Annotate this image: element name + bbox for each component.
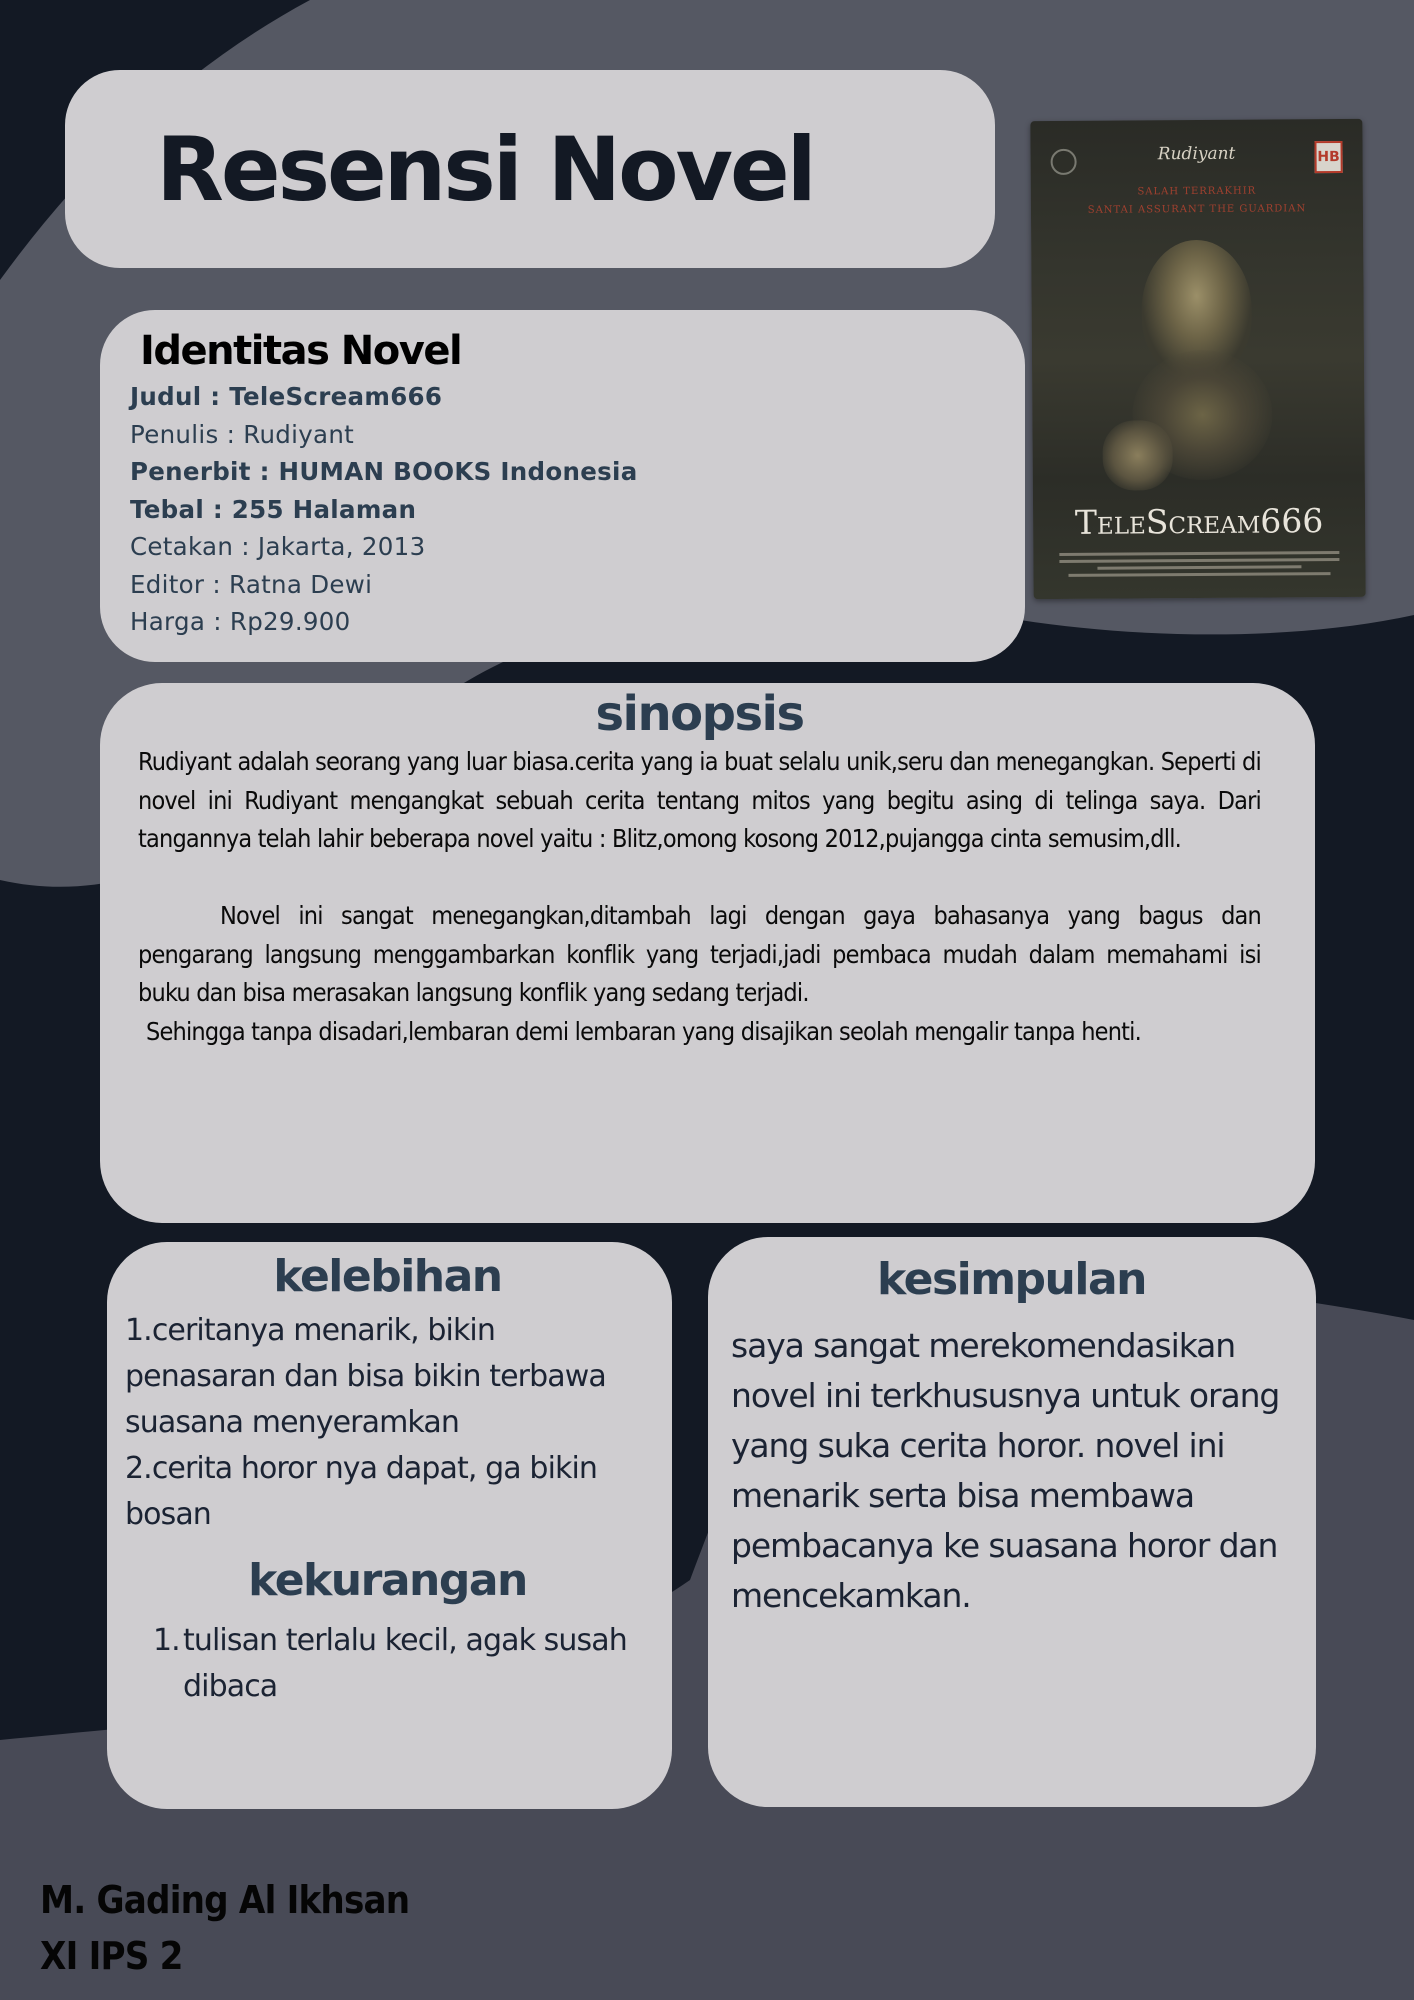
title-banner <box>65 70 995 268</box>
conclusion-body: saya sangat merekomendasikan novel ini terkhususnya untuk orang yang suka cerita horor. novel ini menarik serta bisa membawa pembacanya ke suasana horor dan mencekamkan. <box>731 1326 1280 1615</box>
identity-print-line: Cetakan : Jakarta, 2013 <box>130 532 426 561</box>
cover-author-signature: Rudiyant <box>1157 143 1236 165</box>
cover-credits <box>1053 547 1345 581</box>
identity-publisher-line: Penerbit : HUMAN BOOKS Indonesia <box>130 457 638 486</box>
strength-item: 2.cerita horor nya dapat, ga bikin bosan <box>125 1451 598 1532</box>
cover-title: TeleScream666 <box>1074 501 1324 542</box>
strengths-weaknesses-section <box>107 1242 672 1809</box>
cover-subtitle-2: SANTAI ASSURANT THE GUARDIAN <box>1087 203 1307 216</box>
synopsis-section <box>100 683 1315 1223</box>
identity-pages-line: Tebal : 255 Halaman <box>130 494 417 524</box>
cover-hand-illustration <box>1102 420 1172 490</box>
synopsis-body <box>138 743 1261 1051</box>
page-title: Resensi Novel <box>156 117 814 221</box>
synopsis-heading: sinopsis <box>595 686 804 742</box>
synopsis-paragraph: Sehingga tanpa disadari,lembaran demi lembaran yang disajikan seolah mengalir tanpa henti. <box>146 1016 1141 1046</box>
conclusion-heading: kesimpulan <box>877 1254 1146 1305</box>
strength-item: 1.ceritanya menarik, bikin penasaran dan bisa bikin terbawa suasana menyeramkan <box>125 1313 606 1440</box>
identity-heading: Identitas Novel <box>140 328 462 374</box>
identity-section <box>100 310 1025 662</box>
author-name: M. Gading Al Ikhsan <box>40 1878 410 1922</box>
strengths-heading: kelebihan <box>273 1251 502 1302</box>
synopsis-paragraph: Rudiyant adalah seorang yang luar biasa.cerita yang ia buat selalu unik,seru dan menegangkan. Seperti di novel ini Rudiyant mengangkat sebuah cerita tentang mitos yang begitu asing di telinga saya. Dari tangannya telah lahir beberapa novel yaitu : Blitz,omong kosong 2012,pujangga cinta semusim,dll. <box>138 747 1261 853</box>
publisher-logo-icon: HB <box>1314 141 1342 173</box>
weakness-text: tulisan terlalu kecil, agak susah dibaca <box>183 1623 627 1704</box>
cover-subtitle-1: SALAH TERRAKHIR <box>1137 185 1257 198</box>
author-credit <box>40 1872 409 1984</box>
weakness-item <box>125 1618 650 1710</box>
conclusion-section <box>708 1237 1316 1807</box>
author-class: XI IPS 2 <box>40 1934 183 1978</box>
identity-price-line: Harga : Rp29.900 <box>130 607 351 636</box>
synopsis-paragraph: Novel ini sangat menegangkan,ditambah lagi dengan gaya bahasanya yang bagus dan pengarang langsung menggambarkan konflik yang terjadi,jadi pembaca mudah dalam memahami isi buku dan bisa merasakan langsung konflik yang sedang terjadi. <box>138 901 1261 1007</box>
weaknesses-heading: kekurangan <box>248 1555 527 1606</box>
book-cover-image <box>1030 119 1365 599</box>
strengths-list <box>125 1308 650 1538</box>
weakness-number: 1. <box>153 1623 180 1658</box>
identity-editor-line: Editor : Ratna Dewi <box>130 569 373 599</box>
identity-author-line: Penulis : Rudiyant <box>130 419 355 449</box>
identity-title-line: Judul : TeleScream666 <box>130 382 443 411</box>
